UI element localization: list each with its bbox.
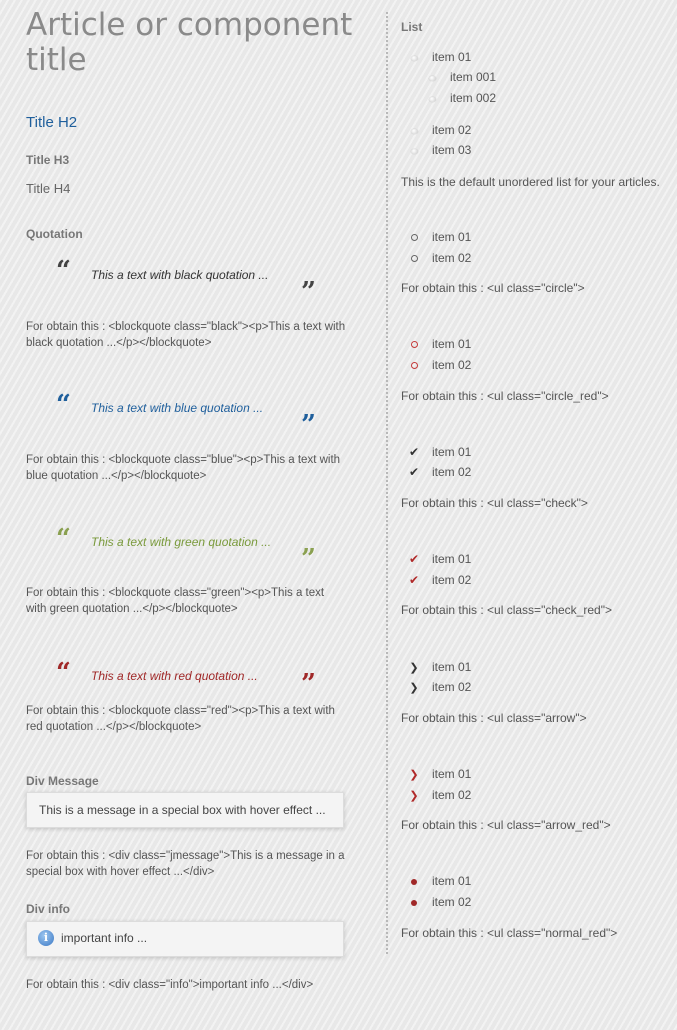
list-item: item 002: [424, 90, 496, 106]
list-item: ✔ item 02: [406, 572, 471, 588]
list-item: item 02: [406, 122, 496, 138]
open-quote-icon: “: [56, 390, 71, 420]
div-message-code: For obtain this : <div class="jmessage">This is a message in a special box with hover effect ...</div>: [26, 850, 345, 878]
red-chevron-right-icon: ❯: [409, 768, 419, 781]
list-circle-description: For obtain this : <ul class="circle">: [401, 281, 585, 295]
quote-text: This a text with green quotation ...: [91, 535, 272, 549]
list-item: item 02: [406, 357, 471, 373]
quotation-heading: Quotation: [26, 227, 83, 241]
blockquote-red: [56, 658, 326, 699]
close-quote-icon: ”: [301, 410, 316, 440]
info-icon: i: [38, 930, 54, 946]
blockquote-green-code: For obtain this : <blockquote class="green"><p>This a text with green quotation ...</p></blockquote>: [26, 587, 325, 615]
info-box-text: important info ...: [61, 931, 148, 945]
list-item: item 03: [406, 142, 496, 158]
bullet-icon: [429, 97, 436, 102]
list-normal-red: [406, 873, 471, 910]
circle-bullet-icon: [411, 234, 418, 241]
list-item: item 01: [406, 229, 471, 245]
open-quote-icon: “: [56, 256, 71, 286]
chevron-right-icon: ❯: [409, 681, 419, 694]
list-arrow-description: For obtain this : <ul class="arrow">: [401, 711, 587, 725]
bullet-icon: [411, 129, 418, 134]
message-box-text: This is a message in a special box with hover effect ...: [39, 803, 326, 817]
div-info-heading: Div info: [26, 902, 70, 916]
blockquote-black: [56, 256, 326, 307]
list-item: ❯ item 02: [406, 679, 471, 695]
list-item: ❯ item 01: [406, 766, 471, 782]
list-item: ❯ item 02: [406, 787, 471, 803]
blockquote-blue: [56, 390, 326, 440]
bullet-icon: [411, 149, 418, 154]
close-quote-icon: ”: [301, 669, 316, 699]
list-item: item 01: [406, 49, 496, 65]
list-item: item 01: [406, 873, 471, 889]
div-message-heading: Div Message: [26, 774, 99, 788]
blockquote-green: [56, 524, 326, 574]
list-heading: List: [401, 20, 423, 34]
list-check: [406, 444, 471, 480]
default-list-description: This is the default unordered list for your articles.: [401, 175, 660, 189]
list-item: ✔ item 02: [406, 464, 471, 480]
list-item: item 02: [406, 894, 471, 910]
red-check-icon: ✔: [408, 573, 420, 587]
list-arrow: [406, 659, 471, 695]
close-quote-icon: ”: [301, 544, 316, 574]
column-divider: [386, 12, 388, 954]
red-chevron-right-icon: ❯: [409, 789, 419, 802]
list-item: ❯ item 01: [406, 659, 471, 675]
blockquote-blue-code: For obtain this : <blockquote class="blue"><p>This a text with blue quotation ...</p></blockquote>: [26, 454, 341, 482]
info-box: [26, 921, 344, 957]
check-icon: ✔: [408, 465, 420, 479]
list-normal-red-description: For obtain this : <ul class="normal_red">: [401, 926, 618, 940]
list-check-red-description: For obtain this : <ul class="check_red">: [401, 603, 612, 617]
title-h2: Title H2: [26, 114, 78, 131]
list-arrow-red-description: For obtain this : <ul class="arrow_red">: [401, 818, 611, 832]
bullet-icon: [411, 56, 418, 61]
open-quote-icon: “: [56, 658, 71, 688]
list-arrow-red: [406, 766, 471, 803]
open-quote-icon: “: [56, 524, 71, 554]
list-circle: [406, 229, 471, 266]
list-item: ✔ item 01: [406, 444, 471, 460]
quote-text: This a text with black quotation ...: [91, 268, 269, 282]
red-dot-bullet-icon: [411, 879, 417, 885]
red-circle-bullet-icon: [411, 341, 418, 348]
red-check-icon: ✔: [408, 552, 420, 566]
quote-text: This a text with blue quotation ...: [91, 401, 264, 415]
list-circle-red: [406, 336, 471, 373]
list-check-red: [406, 551, 471, 588]
red-dot-bullet-icon: [411, 900, 417, 906]
title-h3: Title H3: [26, 153, 70, 167]
list-item: item 01: [406, 336, 471, 352]
article-title: Article or component title: [26, 7, 353, 78]
close-quote-icon: ”: [301, 277, 316, 307]
title-h4: Title H4: [26, 181, 71, 196]
list-item: ✔ item 01: [406, 551, 471, 567]
red-circle-bullet-icon: [411, 362, 418, 369]
list-item: item 02: [406, 250, 471, 266]
blockquote-black-code: For obtain this : <blockquote class="black"><p>This a text with black quotation ...</p></blockquote>: [26, 321, 346, 349]
default-list: [406, 49, 496, 158]
chevron-right-icon: ❯: [409, 661, 419, 674]
check-icon: ✔: [408, 445, 420, 459]
list-item: item 001: [424, 69, 496, 85]
bullet-icon: [429, 76, 436, 81]
list-circle-red-description: For obtain this : <ul class="circle_red">: [401, 389, 609, 403]
list-check-description: For obtain this : <ul class="check">: [401, 496, 588, 510]
circle-bullet-icon: [411, 255, 418, 262]
message-box[interactable]: [26, 792, 344, 828]
div-info-code: For obtain this : <div class="info">important info ...</div>: [26, 979, 314, 991]
blockquote-red-code: For obtain this : <blockquote class="red"><p>This a text with red quotation ...</p></blockquote>: [26, 705, 335, 733]
quote-text: This a text with red quotation ...: [91, 669, 258, 683]
